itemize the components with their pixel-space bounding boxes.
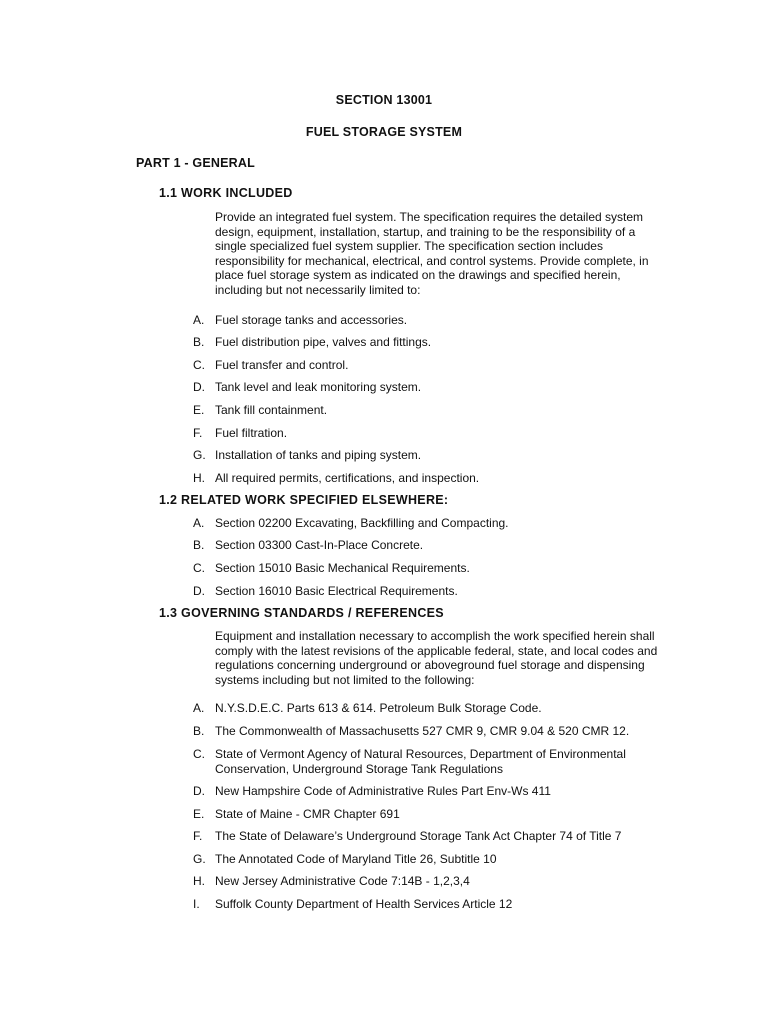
list-item-letter: D. bbox=[193, 784, 205, 798]
list-item-letter: A. bbox=[193, 313, 205, 327]
list-item-letter: I. bbox=[193, 897, 200, 911]
section-1-2-heading: 1.2 RELATED WORK SPECIFIED ELSEWHERE: bbox=[159, 493, 449, 507]
list-item-letter: D. bbox=[193, 584, 205, 598]
list-item-text: All required permits, certifications, and inspection. bbox=[215, 471, 480, 485]
list-item-text: New Jersey Administrative Code 7:14B - 1,2,3,4 bbox=[215, 874, 470, 888]
list-item-letter: G. bbox=[193, 852, 206, 866]
section-1-1-paragraph bbox=[215, 210, 685, 298]
paragraph-line: regulations concerning underground or aboveground fuel storage and dispensing bbox=[215, 658, 645, 673]
list-item-text: Fuel transfer and control. bbox=[215, 358, 349, 372]
list-item-text: Suffolk County Department of Health Services Article 12 bbox=[215, 897, 513, 911]
paragraph-line: single specialized fuel system supplier. The specification section includes bbox=[215, 239, 603, 254]
list-item-letter: C. bbox=[193, 358, 205, 372]
paragraph-line: comply with the latest revisions of the applicable federal, state, and local codes and bbox=[215, 643, 658, 658]
list-item-text bbox=[215, 747, 626, 776]
section-1-3-paragraph bbox=[215, 629, 685, 687]
list-item-text: Section 02200 Excavating, Backfilling and Compacting. bbox=[215, 516, 509, 530]
section-number-title: SECTION 13001 bbox=[335, 93, 433, 107]
list-item-text: State of Maine - CMR Chapter 691 bbox=[215, 807, 400, 821]
list-item-text: The State of Delaware’s Underground Storage Tank Act Chapter 74 of Title 7 bbox=[215, 829, 622, 843]
section-1-1-heading: 1.1 WORK INCLUDED bbox=[159, 186, 293, 200]
list-item-letter: C. bbox=[193, 561, 205, 575]
list-item-letter: A. bbox=[193, 701, 205, 715]
list-item-letter: H. bbox=[193, 874, 205, 888]
list-item-text-line: State of Vermont Agency of Natural Resources, Department of Environmental bbox=[215, 747, 626, 761]
list-item-text: Section 15010 Basic Mechanical Requirements. bbox=[215, 561, 470, 575]
list-item-letter: E. bbox=[193, 403, 205, 417]
paragraph-line: Equipment and installation necessary to accomplish the work specified herein shall bbox=[215, 629, 655, 643]
list-item-text: Installation of tanks and piping system. bbox=[215, 448, 422, 462]
list-item-text: Fuel filtration. bbox=[215, 426, 288, 440]
list-item-text: Section 03300 Cast-In-Place Concrete. bbox=[215, 538, 424, 552]
list-item-letter: D. bbox=[193, 380, 205, 394]
part-heading: PART 1 - GENERAL bbox=[136, 156, 255, 170]
list-item-letter: F. bbox=[193, 426, 203, 440]
list-item-text: N.Y.S.D.E.C. Parts 613 & 614. Petroleum Bulk Storage Code. bbox=[215, 701, 542, 715]
paragraph-line: design, equipment, installation, startup, and training to be the responsibility of a bbox=[215, 224, 636, 239]
paragraph-line: Provide an integrated fuel system. The specification requires the detailed system bbox=[215, 210, 644, 224]
paragraph-line: place fuel storage system as indicated on the drawings and specified herein, bbox=[215, 268, 621, 283]
paragraph-line: including but not necessarily limited to: bbox=[215, 282, 421, 297]
list-item-letter: B. bbox=[193, 335, 205, 349]
list-item-text: Tank level and leak monitoring system. bbox=[215, 380, 422, 394]
list-item-text: New Hampshire Code of Administrative Rules Part Env-Ws 411 bbox=[215, 784, 551, 798]
list-item-text: Tank fill containment. bbox=[215, 403, 328, 417]
list-item-letter: E. bbox=[193, 807, 205, 821]
list-item-text: Fuel distribution pipe, valves and fittings. bbox=[215, 335, 432, 349]
paragraph-line: responsibility for mechanical, electrical, and control systems. Provide complete, in bbox=[215, 253, 649, 268]
document-title: FUEL STORAGE SYSTEM bbox=[305, 125, 463, 139]
list-item-letter: F. bbox=[193, 829, 203, 843]
list-item-text: Fuel storage tanks and accessories. bbox=[215, 313, 408, 327]
list-item-letter: G. bbox=[193, 448, 206, 462]
list-item-letter: B. bbox=[193, 724, 205, 738]
list-item-text-line: Conservation, Underground Storage Tank Regulations bbox=[215, 761, 503, 776]
list-item-text: The Annotated Code of Maryland Title 26, Subtitle 10 bbox=[215, 852, 497, 866]
section-1-3-heading: 1.3 GOVERNING STANDARDS / REFERENCES bbox=[159, 606, 444, 620]
list-item-letter: B. bbox=[193, 538, 205, 552]
list-item-text: The Commonwealth of Massachusetts 527 CMR 9, CMR 9.04 & 520 CMR 12. bbox=[215, 724, 630, 738]
list-item-letter: A. bbox=[193, 516, 205, 530]
list-item-letter: H. bbox=[193, 471, 205, 485]
paragraph-line: systems including but not limited to the following: bbox=[215, 672, 475, 687]
list-item-text: Section 16010 Basic Electrical Requirements. bbox=[215, 584, 458, 598]
list-item-letter: C. bbox=[193, 747, 205, 761]
